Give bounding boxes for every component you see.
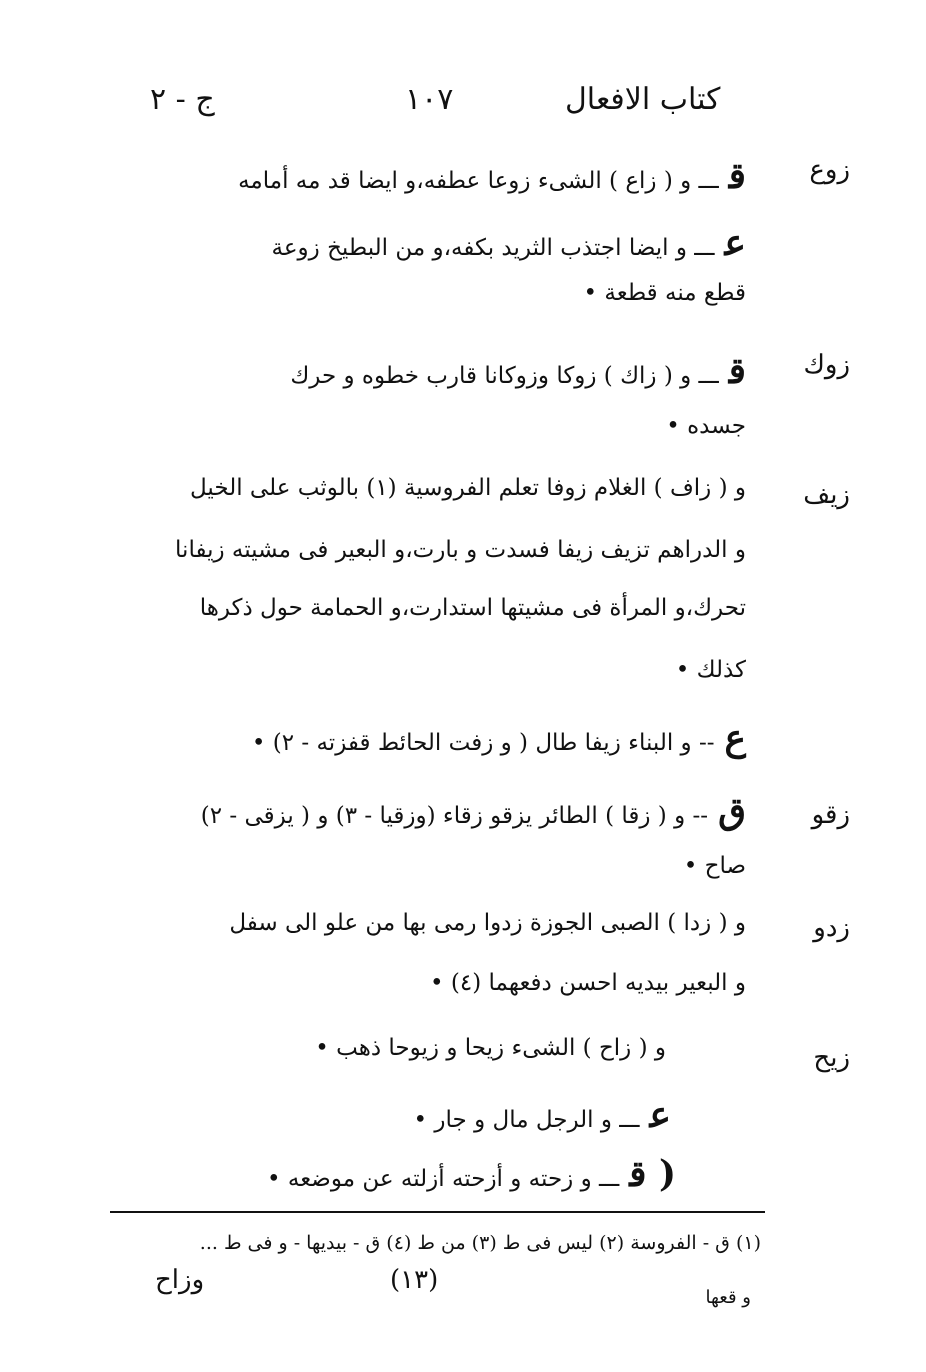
line-text: كذلك • [675,657,746,683]
line-text: جسده • [666,413,746,439]
entry-line [238,155,746,197]
line-text: و ( زاح ) الشیء زیحا و زیوحا ذهب • [315,1035,666,1061]
line-text: و ( زاف ) الغلام زوفا تعلم الفروسیة (١) بالوثب علی الخیل [190,475,746,501]
entry-line [666,413,746,439]
line-text: ـــ و ( زاك ) زوكا وزوكانا قارب خطوه و حرك [290,363,719,389]
line-text: -- و ( زقا ) الطائر یزقو زقاء (وزقیا - ٣) و ( یزقی - ٢) [200,803,709,829]
line-text: و البعیر بیدیه احسن دفعهما (٤) • [430,970,746,996]
entry-line [414,1094,671,1136]
source-marker: ع [724,222,746,264]
catchword: وزاح [155,1265,205,1295]
entry-root: زيف [803,480,850,510]
line-text: و ( زدا ) الصبی الجوزة زدوا رمی بها من علو الی سفل [229,910,746,936]
entry-root: زقو [811,800,850,830]
page-number: ١٠٧ [405,82,454,117]
source-marker: ع [649,1094,671,1136]
line-text: ـــ و الرجل مال و جار • [413,1107,640,1133]
line-text: ـــ و زحته و أزحته أزلته عن موضعه • [266,1166,620,1192]
entry-line [200,595,746,621]
footnote-rule [110,1211,765,1213]
entry-line [252,717,746,759]
entry-line [584,280,746,306]
source-marker: ق [718,790,746,832]
line-text: قطع منه قطعة • [583,280,746,306]
volume-label: ج - ٢ [150,82,215,117]
source-marker: ق [728,155,746,197]
entry-root: زوع [809,155,850,185]
entry-line [290,350,746,392]
entry-line [684,853,746,879]
book-title: كتاب الافعال [565,82,721,117]
footnotes: (١) ق - الفروسة (٢) لیس فی ط (٣) من ط (٤) ق - بیدیها - و فی ط ... [199,1232,761,1254]
entry-line [229,910,746,936]
source-marker: ( ق [629,1153,676,1195]
line-text: تحرك،و المرأة فی مشیتها استدارت،و الحمامة حول ذكرها [199,595,746,621]
signature-mark: (١٣) [390,1265,439,1295]
entry-line [271,222,746,264]
entry-root: زوك [803,350,850,380]
entry-line [267,1153,676,1195]
entry-line [430,970,746,996]
entry-line [676,657,746,683]
entry-root: زدو [813,913,850,943]
line-text: صاح • [683,853,746,879]
entry-line [190,475,746,501]
line-text: -- و البناء زیفا طال ( و زفت الحائط قفزته - ٢) • [251,730,715,756]
source-marker: ق [728,350,746,392]
line-text: ـــ و ایضا اجتذب الثرید بكفه،و من البطیخ زوعة [271,235,715,261]
entry-line [175,537,746,563]
line-text: و الدراهم تزیف زیفا فسدت و بارت،و البعیر فی مشیته زیفانا [175,537,746,563]
line-text: ـــ و ( زاع ) الشیء زوعا عطفه،و ایضا قد مه أمامه [238,168,719,194]
entry-root: زيح [813,1043,850,1073]
footnote-continuation: و قعها [705,1287,751,1308]
source-marker: ع [724,717,746,759]
entry-line [201,790,746,832]
entry-line [315,1035,666,1061]
